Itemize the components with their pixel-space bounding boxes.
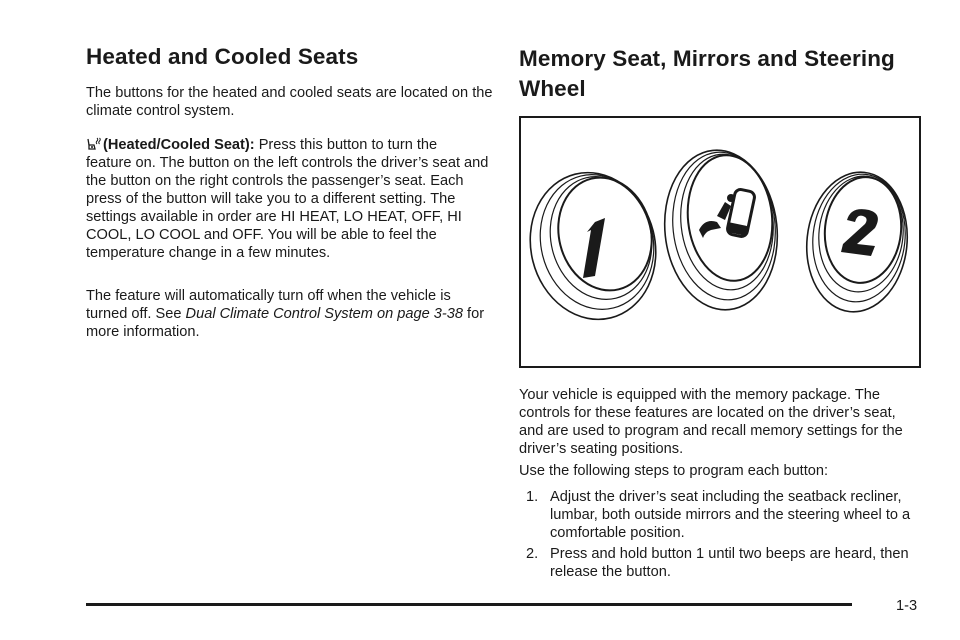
heated-cooled-seat-icon [86, 136, 102, 152]
climate-control-reference-link[interactable]: Dual Climate Control System on page 3-38 [185, 306, 463, 322]
step-text: Adjust the driver’s seat including the seatback recliner, lumbar, both outside mirrors and the steering wheel to a comfortable position. [550, 489, 911, 541]
step-item-1 [519, 488, 924, 542]
section-heading-heated-cooled-seats: Heated and Cooled Seats [86, 44, 359, 69]
section-heading-memory-seat: Memory Seat, Mirrors and Steering Wheel [519, 46, 895, 101]
step-item-2 [519, 545, 924, 581]
button-desc-first: Press this button to turn the [258, 137, 438, 153]
auto-off-text-2: for more information. [86, 306, 485, 340]
button-description-first-line [86, 136, 494, 154]
memory-button-1 [521, 159, 671, 333]
exit-seat-icon [699, 188, 756, 238]
memory-button-2 [800, 167, 914, 317]
auto-off-text-1: The feature will automatically turn off when the vehicle is turned off. See [86, 288, 451, 322]
page-number: 1-3 [896, 598, 918, 614]
footer-rule [86, 603, 852, 606]
program-steps-intro: Use the following steps to program each button: [519, 463, 829, 479]
button-description-body: feature on. The button on the left controls the driver’s seat and the button on the right controls the passenger’s seat. Each press of the button will take you to a different setting. The settings available in order are HI HEAT, LO HEAT, OFF, HI COOL, LO COOL and OFF. You will be able to feel the temperature change in a few minutes. [86, 155, 489, 261]
button-term: (Heated/Cooled Seat): [103, 137, 255, 153]
exit-seat-button [657, 145, 785, 316]
step-number: 1. [526, 489, 539, 505]
step-number: 2. [526, 546, 539, 562]
intro-paragraph: The buttons for the heated and cooled seats are located on the climate control system. [86, 85, 493, 119]
memory-intro-paragraph: Your vehicle is equipped with the memory package. The controls for these features are located on the driver’s seat, and are used to program and recall memory settings for the driver’s seating positions. [519, 387, 903, 457]
memory-buttons-figure [519, 116, 921, 368]
step-text: Press and hold button 1 until two beeps are heard, then release the button. [550, 546, 909, 580]
memory-buttons-illustration [521, 118, 919, 366]
auto-off-paragraph [86, 287, 494, 341]
